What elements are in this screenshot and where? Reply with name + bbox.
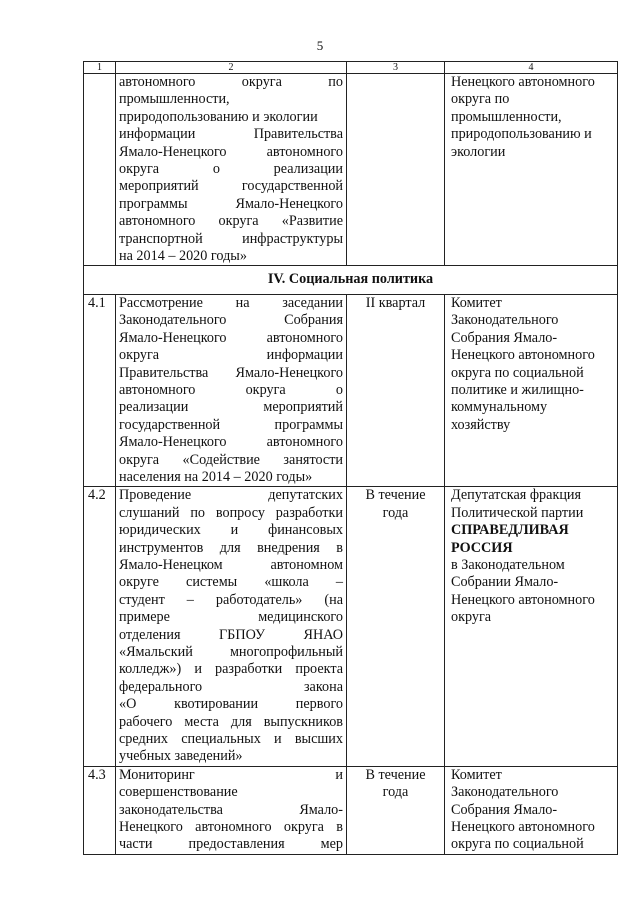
description-line: средних специальных и высших — [119, 731, 343, 748]
responsible-line: Собрания Ямало- — [451, 329, 558, 346]
table-row-4-3 — [84, 766, 618, 854]
responsible-line: Собрании Ямало- — [451, 574, 559, 591]
responsible-line: округа по социальной — [451, 364, 584, 381]
responsible-line: Комитет — [451, 766, 502, 783]
description-line: Ямало-Ненецкого автономного — [119, 143, 343, 160]
row-number: 4.1 — [84, 294, 116, 486]
description-line: информации Правительства — [119, 126, 343, 143]
description-line: рабочего места для выпускников — [119, 713, 343, 730]
description-line: совершенствование — [119, 784, 238, 801]
row-responsible — [445, 74, 618, 266]
description-line: Ямало-Ненецкого автономного — [119, 329, 343, 346]
description-line: Правительства Ямало-Ненецкого — [119, 364, 343, 381]
column-header-4: 4 — [445, 62, 618, 74]
responsible-line: округа по — [451, 91, 510, 108]
row-description — [116, 487, 347, 767]
responsible-line: политике и жилищно- — [451, 381, 584, 398]
description-line: юридических и финансовых — [119, 522, 343, 539]
term-line: года — [382, 784, 409, 801]
column-header-row — [84, 62, 618, 74]
description-line: Ямало-Ненецкого автономного — [119, 434, 343, 451]
description-line: отделения ГБПОУ ЯНАО — [119, 626, 343, 643]
responsible-line: Ненецкого автономного — [451, 819, 595, 836]
row-term — [347, 487, 445, 767]
responsible-line: в Законодательном — [451, 556, 565, 573]
description-line: Рассмотрение на заседании — [119, 294, 343, 311]
table-row-4-2 — [84, 487, 618, 767]
column-header-1: 1 — [84, 62, 116, 74]
page-number: 5 — [316, 38, 324, 53]
description-line: округа информации — [119, 347, 343, 364]
description-line: части предоставления мер — [119, 836, 343, 853]
description-line: Законодательного Собрания — [119, 312, 343, 329]
responsible-line: хозяйству — [451, 416, 511, 433]
description-line: транспортной инфраструктуры — [119, 230, 343, 247]
term-line: года — [382, 504, 409, 521]
row-number: 4.3 — [84, 766, 116, 854]
responsible-line: Законодательного — [451, 784, 559, 801]
responsible-line: Комитет — [451, 294, 502, 311]
responsible-line: Законодательного — [451, 312, 559, 329]
row-term — [347, 74, 445, 266]
responsible-line: округа — [451, 609, 492, 626]
table-row-continuation — [84, 74, 618, 266]
responsible-line: Депутатская фракция — [451, 487, 582, 504]
description-line: государственной программы — [119, 416, 343, 433]
description-line: округе системы «школа – — [119, 574, 343, 591]
description-line: округа о реализации — [119, 161, 343, 178]
description-line: Ямало-Ненецком автономном — [119, 556, 343, 573]
column-header-3: 3 — [347, 62, 445, 74]
responsible-line: Политической партии — [451, 504, 584, 521]
responsible-line: Собрания Ямало- — [451, 801, 558, 818]
description-line: мероприятий государственной — [119, 178, 343, 195]
term-line: В течение — [365, 766, 426, 783]
description-line: Мониторинг и — [119, 766, 343, 783]
responsible-line: природопользованию и — [451, 126, 592, 143]
row-description — [116, 74, 347, 266]
description-line: реализации мероприятий — [119, 399, 343, 416]
row-description — [116, 294, 347, 486]
term-line: В течение — [365, 487, 426, 504]
plan-table — [83, 61, 618, 855]
responsible-line: коммунальному — [451, 399, 548, 416]
description-line: колледж») и разработки проекта — [119, 661, 343, 678]
responsible-line: Ненецкого автономного — [451, 347, 595, 364]
description-line: примере медицинского — [119, 609, 343, 626]
row-responsible — [445, 766, 618, 854]
description-line: федерального закона — [119, 678, 343, 695]
description-line: промышленности, — [119, 91, 230, 108]
row-responsible — [445, 294, 618, 486]
responsible-line: Ненецкого автономного — [451, 591, 595, 608]
description-line: на 2014 – 2020 годы» — [119, 248, 247, 265]
section-title: IV. Социальная политика — [84, 266, 618, 294]
description-line: программы Ямало-Ненецкого — [119, 195, 343, 212]
description-line: законодательства Ямало- — [119, 801, 343, 818]
description-line: природопользованию и экологии — [119, 108, 318, 125]
description-line: округа «Содействие занятости — [119, 451, 343, 468]
row-responsible — [445, 487, 618, 767]
description-line: слушаний по вопросу разработки — [119, 504, 343, 521]
description-line: учебных заведений» — [119, 748, 243, 765]
description-line: «Ямальский многопрофильный — [119, 644, 343, 660]
description-line: автономного округа о — [119, 381, 343, 398]
description-line: автономного округа «Развитие — [119, 213, 343, 230]
section-row — [84, 266, 618, 294]
responsible-line: Ненецкого автономного — [451, 74, 595, 90]
description-line: автономного округа по — [119, 74, 343, 90]
row-number: 4.2 — [84, 487, 116, 767]
description-line: Ненецкого автономного округа в — [119, 819, 343, 836]
description-line: инструментов для внедрения в — [119, 539, 343, 556]
description-line: студент – работодатель» (на — [119, 591, 343, 608]
row-term: II квартал — [347, 294, 445, 486]
row-term — [347, 766, 445, 854]
row-number — [84, 74, 116, 266]
responsible-line: экологии — [451, 143, 506, 160]
party-name-line: СПРАВЕДЛИВАЯ — [451, 522, 569, 539]
description-line: «О квотировании первого — [119, 696, 343, 713]
description-line: населения на 2014 – 2020 годы» — [119, 468, 313, 485]
party-name-line: РОССИЯ — [451, 539, 513, 556]
column-header-2: 2 — [116, 62, 347, 74]
table-row-4-1 — [84, 294, 618, 486]
responsible-line: округа по социальной — [451, 836, 584, 853]
description-line: Проведение депутатских — [119, 487, 343, 504]
responsible-line: промышленности, — [451, 108, 562, 125]
row-description — [116, 766, 347, 854]
